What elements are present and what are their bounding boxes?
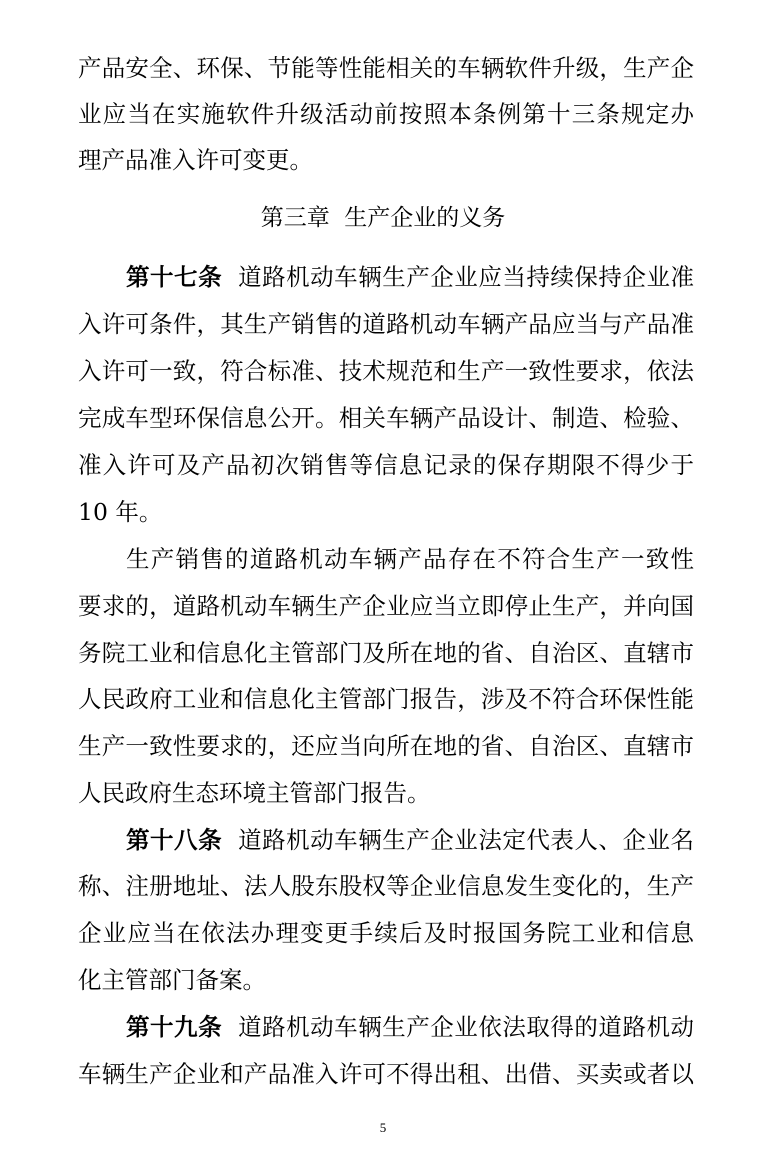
article-text: 道路机动车辆生产企业依法取得的道路机动 <box>238 1013 695 1041</box>
text-line: 化主管部门备案。 <box>78 966 266 994</box>
text-line: 10 年。 <box>78 498 163 526</box>
text-line: 企业应当在依法办理变更手续后及时报国务院工业和信息 <box>78 919 694 947</box>
text-line: 车辆生产企业和产品准入许可不得出租、出借、买卖或者以 <box>78 1060 694 1088</box>
text-line: 人民政府生态环境主管部门报告。 <box>78 779 431 807</box>
page-number: 5 <box>379 1120 387 1135</box>
article-first-line <box>126 257 694 297</box>
article-number: 第十九条 <box>126 1013 223 1041</box>
chapter-title: 第三章 生产企业的义务 <box>260 205 506 231</box>
text-line: 人民政府工业和信息化主管部门报告，涉及不符合环保性能 <box>78 685 694 713</box>
text-line: 入许可条件，其生产销售的道路机动车辆产品应当与产品准 <box>78 310 694 338</box>
text-line: 理产品准入许可变更。 <box>78 146 313 174</box>
article-number: 第十七条 <box>126 263 223 291</box>
article-text: 道路机动车辆生产企业应当持续保持企业准 <box>238 263 695 291</box>
text-line: 完成车型环保信息公开。相关车辆产品设计、制造、检验、 <box>78 404 694 432</box>
text-line: 要求的，道路机动车辆生产企业应当立即停止生产，并向国 <box>78 592 694 620</box>
text-line: 称、注册地址、法人股东股权等企业信息发生变化的，生产 <box>78 872 694 900</box>
text-line: 生产销售的道路机动车辆产品存在不符合生产一致性 <box>126 545 694 573</box>
text-line: 入许可一致，符合标准、技术规范和生产一致性要求，依法 <box>78 357 694 385</box>
text-line: 业应当在实施软件升级活动前按照本条例第十三条规定办 <box>78 100 694 128</box>
article-first-line <box>126 1007 694 1047</box>
article-number: 第十八条 <box>126 826 223 854</box>
text-line: 准入许可及产品初次销售等信息记录的保存期限不得少于 <box>78 451 694 479</box>
article-first-line <box>126 820 694 860</box>
text-line: 产品安全、环保、节能等性能相关的车辆软件升级，生产企 <box>78 54 694 82</box>
text-line: 生产一致性要求的，还应当向所在地的省、自治区、直辖市 <box>78 732 694 760</box>
article-text: 道路机动车辆生产企业法定代表人、企业名 <box>238 826 695 854</box>
text-line: 务院工业和信息化主管部门及所在地的省、自治区、直辖市 <box>78 639 694 667</box>
